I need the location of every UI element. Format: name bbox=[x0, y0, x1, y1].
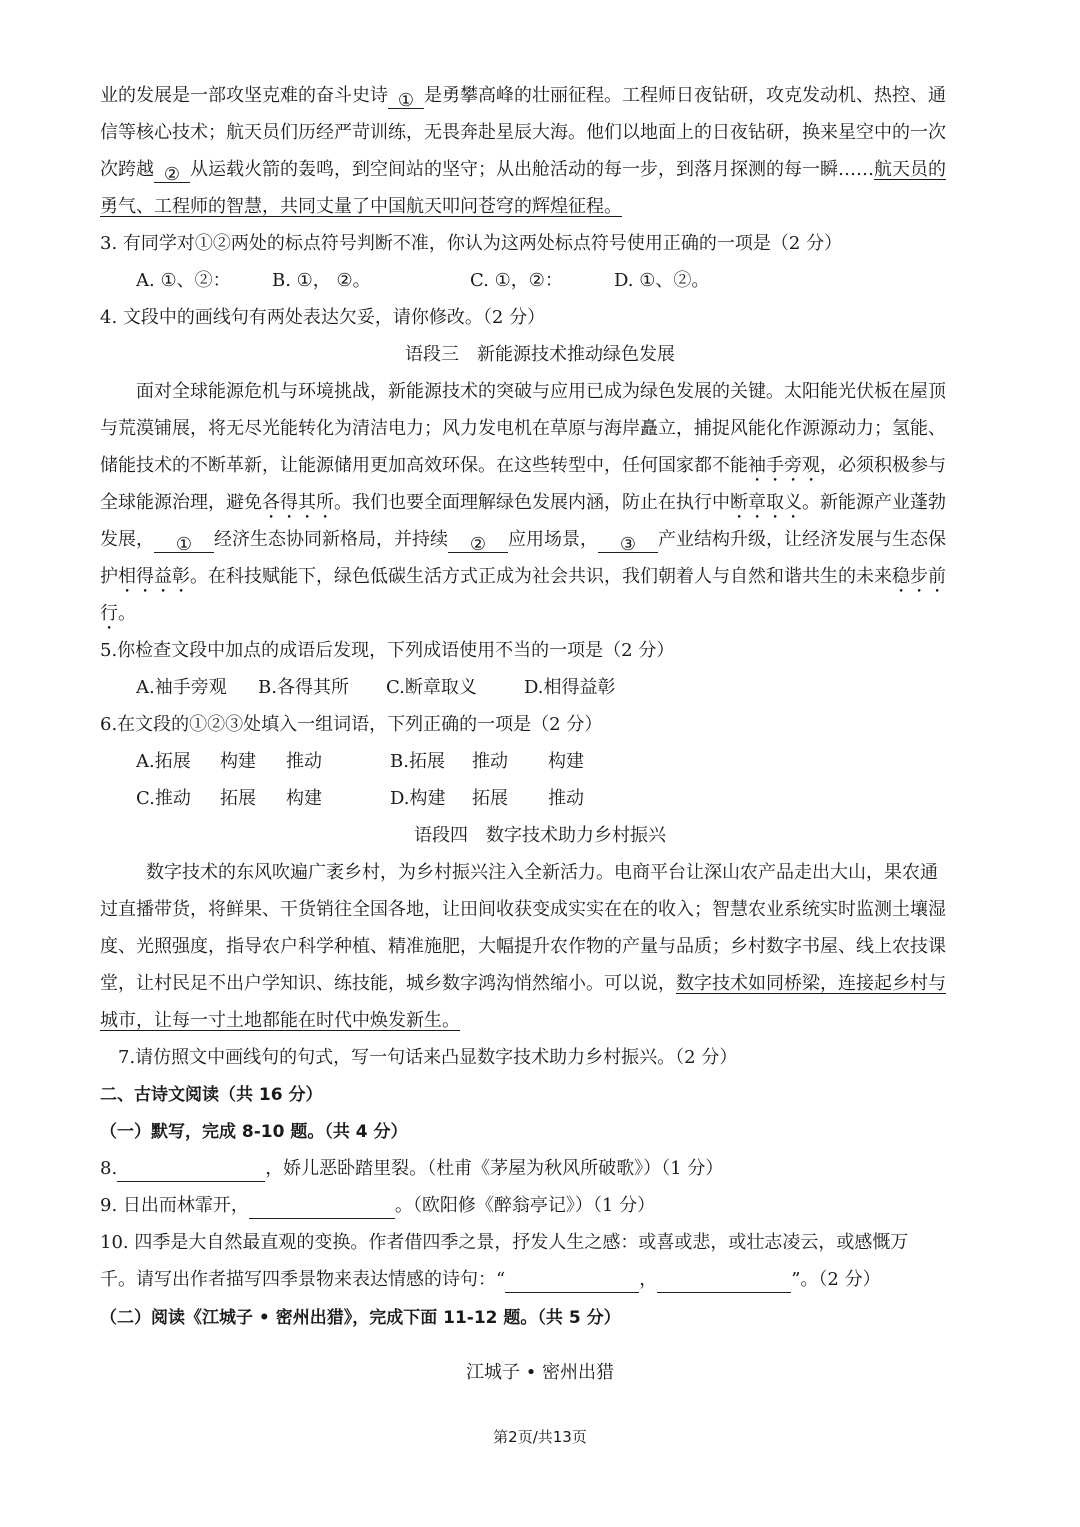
word: 拓展 bbox=[472, 788, 508, 809]
section-4-line-5 bbox=[100, 1008, 982, 1034]
blank-3 bbox=[598, 532, 658, 553]
text: ， bbox=[639, 1269, 658, 1290]
question-6-options-row-2 bbox=[136, 786, 982, 812]
question-8 bbox=[100, 1156, 982, 1182]
option-a[interactable] bbox=[136, 749, 390, 775]
section-3-line-7 bbox=[100, 601, 982, 634]
text: 是勇攀高峰的壮丽征程。工程师日夜钻研，攻克发动机、热控、通 bbox=[424, 85, 946, 106]
blank-1 bbox=[388, 88, 424, 109]
section-4-line-1: 数字技术的东风吹遍广袤乡村，为乡村振兴注入全新活力。电商平台让深山农产品走出大山，果农通 bbox=[146, 862, 938, 883]
word: 推动 bbox=[286, 751, 322, 772]
para2-line-1 bbox=[100, 83, 982, 109]
word: B.拓展 bbox=[390, 751, 445, 772]
part-2-subheading-2: （二）阅读《江城子 • 密州出猎》，完成下面 11-12 题。（共 5 分） bbox=[100, 1308, 621, 1328]
section-3-line-2: 与荒漠铺展，将无尽光能转化为清洁电力；风力发电机在草原与海岸矗立，捕捉风能化作源源动力；氢能、 bbox=[100, 418, 946, 439]
text: ，娇儿恶卧踏里裂。（杜甫《茅屋为秋风所破歌》）（1 分） bbox=[265, 1158, 724, 1179]
underlined-sentence: 数字技术如同桥梁，连接起乡村与 bbox=[676, 973, 946, 994]
section-3-line-6 bbox=[100, 564, 982, 597]
text: 堂，让村民足不出户学知识、练技能，城乡数字鸿沟悄然缩小。可以说， bbox=[100, 973, 676, 994]
dotted-idiom: 行 bbox=[100, 603, 118, 624]
option-d[interactable]: D. ①、②。 bbox=[614, 270, 710, 291]
option-d[interactable] bbox=[390, 786, 584, 812]
text: 护 bbox=[100, 566, 118, 587]
question-10-line-1: 10. 四季是大自然最直观的变换。作者借四季之景，抒发人生之感：或喜或悲，或壮志凌云，或感慨万 bbox=[100, 1232, 909, 1253]
dotted-idiom: 各得其所 bbox=[262, 492, 334, 513]
option-c[interactable] bbox=[136, 786, 390, 812]
section-3-line-1: 面对全球能源危机与环境挑战，新能源技术的突破与应用已成为绿色发展的关键。太阳能光伏板在屋顶 bbox=[136, 381, 946, 402]
text: 9. 日出而林霏开， bbox=[100, 1195, 249, 1216]
text: ，必须积极参与 bbox=[820, 455, 946, 476]
word: 构建 bbox=[548, 751, 584, 772]
blank-marker: ① bbox=[397, 90, 415, 109]
poem-title: 江城子 • 密州出猎 bbox=[465, 1362, 615, 1383]
text: 业的发展是一部攻坚克难的奋斗史诗 bbox=[100, 85, 388, 106]
text: 全球能源治理，避免 bbox=[100, 492, 262, 513]
blank-1 bbox=[154, 532, 214, 553]
underlined-sentence: 航天员的 bbox=[874, 159, 946, 180]
text: 。在科技赋能下，绿色低碳生活方式正成为社会共识，我们朝着人与自然和谐共生的未来 bbox=[190, 566, 892, 587]
dotted-idiom: 相得益彰 bbox=[118, 566, 190, 587]
section-4-title: 语段四 数字技术助力乡村振兴 bbox=[414, 825, 666, 846]
question-3-options bbox=[136, 268, 982, 294]
word: A.拓展 bbox=[136, 751, 191, 772]
blank-2 bbox=[154, 162, 190, 183]
answer-blank[interactable] bbox=[249, 1198, 395, 1219]
question-6-options-row-1 bbox=[136, 749, 982, 775]
section-3-line-3 bbox=[100, 453, 982, 486]
underlined-sentence: 勇气、工程师的智慧，共同丈量了中国航天叩问苍穹的辉煌征程。 bbox=[100, 196, 622, 217]
option-c[interactable]: C.断章取义 bbox=[386, 677, 477, 698]
word: 推动 bbox=[548, 788, 584, 809]
part-2-subheading-1: （一）默写，完成 8-10 题。（共 4 分） bbox=[100, 1122, 408, 1142]
section-3-line-4 bbox=[100, 490, 982, 523]
text: 次跨越 bbox=[100, 159, 154, 180]
section-3-line-5 bbox=[100, 527, 982, 553]
word: C.推动 bbox=[136, 788, 191, 809]
question-7: 7.请仿照文中画线句的句式，写一句话来凸显数字技术助力乡村振兴。（2 分） bbox=[118, 1047, 738, 1068]
question-6: 6.在文段的①②③处填入一组词语，下列正确的一项是（2 分） bbox=[100, 714, 603, 735]
question-5-options bbox=[136, 675, 982, 701]
part-2-heading: 二、古诗文阅读（共 16 分） bbox=[100, 1085, 323, 1105]
section-4-line-2: 过直播带货，将鲜果、干货销往全国各地，让田间收获变成实实在在的收入；智慧农业系统实时监测土壤湿 bbox=[100, 899, 946, 920]
text: 。（欧阳修《醉翁亭记》）（1 分） bbox=[394, 1195, 656, 1216]
para2-line-3 bbox=[100, 157, 982, 183]
answer-blank[interactable] bbox=[117, 1161, 265, 1182]
answer-blank-1[interactable] bbox=[505, 1272, 639, 1293]
text: 产业结构升级，让经济发展与生态保 bbox=[658, 529, 946, 550]
text: 发展， bbox=[100, 529, 154, 550]
question-3: 3. 有同学对①②两处的标点符号判断不准，你认为这两处标点符号使用正确的一项是（2 分） bbox=[100, 233, 843, 254]
text: 。 bbox=[118, 603, 136, 624]
underlined-sentence: 城市，让每一寸土地都能在时代中焕发新生。 bbox=[100, 1010, 460, 1031]
page-number: 第2页/共13页 bbox=[493, 1428, 587, 1446]
word: 推动 bbox=[472, 751, 508, 772]
blank-2 bbox=[448, 532, 508, 553]
text: 经济生态协同新格局，并持续 bbox=[214, 529, 448, 550]
question-10-line-2 bbox=[100, 1267, 982, 1293]
blank-marker: ② bbox=[163, 164, 181, 183]
para2-line-4 bbox=[100, 194, 982, 220]
text: 储能技术的不断革新，让能源储用更加高效环保。在这些转型中，任何国家都不能 bbox=[100, 455, 748, 476]
question-9 bbox=[100, 1193, 982, 1219]
option-b[interactable]: B.各得其所 bbox=[258, 677, 349, 698]
text: 。新能源产业蓬勃 bbox=[802, 492, 946, 513]
option-c[interactable]: C. ①，②： bbox=[470, 270, 563, 291]
dotted-idiom: 袖手旁观 bbox=[748, 455, 820, 476]
word: 构建 bbox=[220, 751, 256, 772]
text: 千。请写出作者描写四季景物来表达情感的诗句：“ bbox=[100, 1269, 506, 1290]
dotted-idiom: 稳步前 bbox=[892, 566, 946, 587]
section-4-line-3: 度、光照强度，指导农户科学种植、精准施肥，大幅提升农作物的产量与品质；乡村数字书屋、线上农技课 bbox=[100, 936, 946, 957]
option-d[interactable]: D.相得益彰 bbox=[524, 677, 616, 698]
option-b[interactable] bbox=[390, 749, 584, 775]
dotted-idiom: 断章取义 bbox=[730, 492, 802, 513]
option-b[interactable]: B. ①， ②。 bbox=[272, 270, 371, 291]
section-4-line-4 bbox=[100, 971, 982, 997]
text: 。我们也要全面理解绿色发展内涵，防止在执行中 bbox=[334, 492, 730, 513]
blank-marker: ③ bbox=[619, 534, 637, 553]
question-5: 5.你检查文段中加点的成语后发现，下列成语使用不当的一项是（2 分） bbox=[100, 640, 675, 661]
section-3-title: 语段三 新能源技术推动绿色发展 bbox=[405, 344, 675, 365]
text: 从运载火箭的轰鸣，到空间站的坚守；从出舱活动的每一步，到落月探测的每一瞬…… bbox=[190, 159, 874, 180]
answer-blank-2[interactable] bbox=[657, 1272, 791, 1293]
para2-line-2: 信等核心技术；航天员们历经严苛训练，无畏奔赴星辰大海。他们以地面上的日夜钻研，换来星空中的一次 bbox=[100, 122, 946, 143]
blank-marker: ② bbox=[469, 534, 487, 553]
blank-marker: ① bbox=[175, 534, 193, 553]
word: 拓展 bbox=[220, 788, 256, 809]
option-a[interactable]: A.袖手旁观 bbox=[136, 677, 227, 698]
text: ”。（2 分） bbox=[791, 1269, 881, 1290]
word: D.构建 bbox=[390, 788, 446, 809]
word: 构建 bbox=[286, 788, 322, 809]
question-4: 4. 文段中的画线句有两处表达欠妥，请你修改。（2 分） bbox=[100, 307, 546, 328]
option-a[interactable]: A. ①、②： bbox=[136, 270, 231, 291]
question-number: 8. bbox=[100, 1158, 118, 1179]
text: 应用场景， bbox=[508, 529, 598, 550]
